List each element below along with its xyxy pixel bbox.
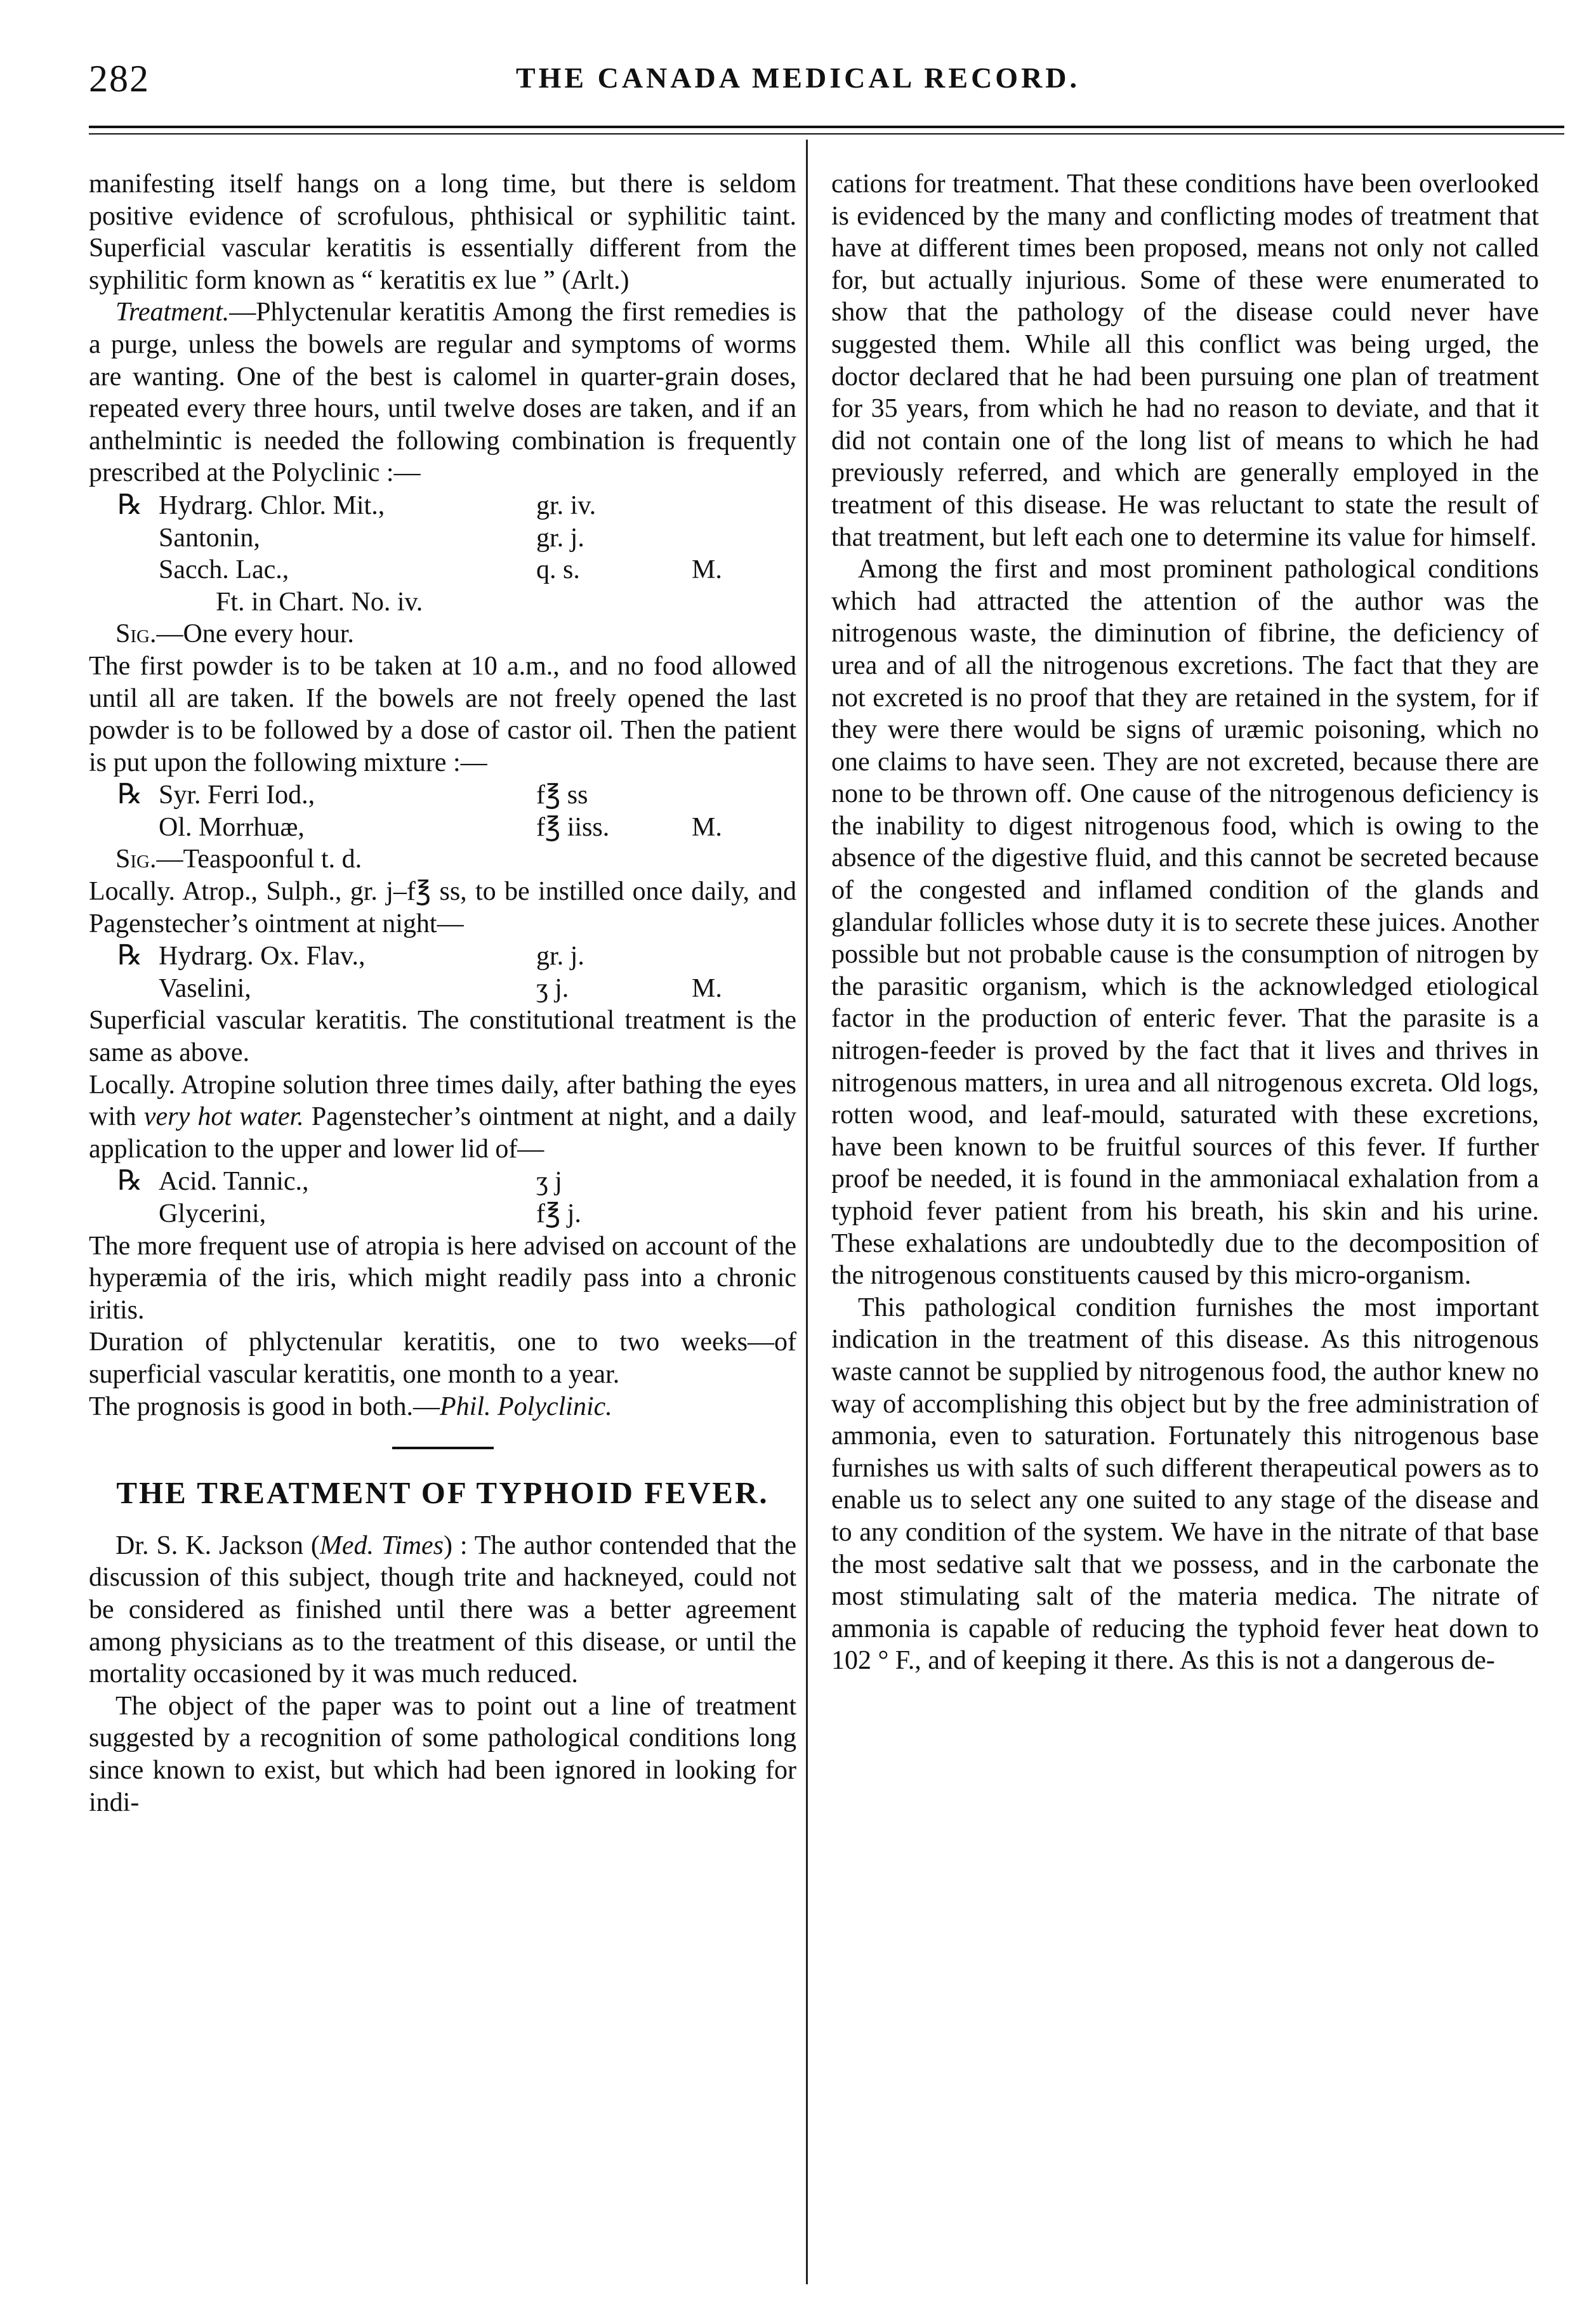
paragraph: manifesting itself hangs on a long time, but there is seldom positive evidence of scrofulous, phthisical or syphilitic taint. Superficial vascular keratitis is essentially different from the syphilitic form known as “ keratitis ex lue ” (Arlt.) <box>89 169 796 295</box>
rx-dose: f℥ iiss. <box>536 812 610 842</box>
paragraph: The more frequent use of atropia is here advised on account of the hyperæmia of the iris, which might readily pass into a chronic iritis. <box>89 1231 796 1325</box>
rx-dose: f℥ ss <box>536 780 588 810</box>
header-rule-bottom <box>89 133 1564 135</box>
rx-drug: Vaselini, <box>159 973 251 1003</box>
rx-drug: Hydrarg. Ox. Flav., <box>159 942 366 971</box>
paragraph: This pathological condition furnishes the most important indication in the treatment of this disease. As this nitrogenous waste cannot be supplied by nitrogenous food, the author knew no way of accomplishing this object but by the free administration of ammonia, even to saturation. Fortunately this nitrogenous base furnishes us with salts of such different therapeutical powers as to enable us to select any one suited to any stage of the disease and to any condition of the system. We have in the nitrate of that base the most sedative salt that we possess, and in the carbonate the most stimulating salt of the materia medica. The nitrate of ammonia is capable of reducing the typhoid fever heat down to 102 ° F., and of keeping it there. As this is not a dangerous de- <box>831 1293 1539 1676</box>
prescription-2 <box>89 779 796 876</box>
paragraph <box>89 296 796 489</box>
rx-misce: M. <box>692 555 722 585</box>
paragraph <box>89 1391 796 1423</box>
section-title: THE TREATMENT OF TYPHOID FEVER. <box>116 1475 769 1511</box>
rx-dose: gr. j. <box>536 523 584 553</box>
paragraph-text: —Phlyctenular keratitis Among the first remedies is a purge, unless the bowels are regular and symptoms of worms are wanting. One of the best is calomel in quarter-grain doses, repeated every three hours, until twelve doses are taken, and if an anthelmintic is needed the following combination is frequently prescribed at the Polyclinic :— <box>89 298 796 488</box>
sig-text: —Teaspoonful t. d. <box>156 845 362 874</box>
right-column <box>831 168 1539 1677</box>
paragraph: Locally. Atrop., Sulph., gr. j–f℥ ss, to be instilled once daily, and Pagenstecher’s ointment at night— <box>89 877 796 938</box>
rx-dose: gr. iv. <box>536 490 597 520</box>
rx-drug: Santonin, <box>159 523 260 553</box>
paragraph <box>89 1069 796 1166</box>
rx-symbol-icon: ℞ <box>117 1165 143 1197</box>
rx-dose: gr. j. <box>536 942 584 971</box>
rx-dose: q. s. <box>536 555 580 585</box>
sig-text: —One every hour. <box>156 619 354 649</box>
rx-drug: Glycerini, <box>159 1199 267 1228</box>
source-citation: Phil. Polyclinic. <box>440 1392 612 1421</box>
paragraph: Duration of phlyctenular keratitis, one to two weeks—of superficial vascular keratitis, one month to a year. <box>89 1327 796 1389</box>
rx-drug: Hydrarg. Chlor. Mit., <box>159 490 385 520</box>
rx-dose: ʒ j. <box>536 973 569 1003</box>
rx-symbol-icon: ℞ <box>117 940 143 971</box>
column-divider <box>806 140 808 2284</box>
rx-instruction: Ft. in Chart. No. iv. <box>216 587 423 617</box>
paragraph <box>89 1530 796 1690</box>
rx-misce: M. <box>692 812 722 842</box>
page-number: 282 <box>89 58 150 100</box>
prescription-4 <box>89 1165 796 1230</box>
paragraph: Among the first and most prominent pathological conditions which had attracted the attention of the author was the nitrogenous waste, the diminution of fibrine, the deficiency of urea and of all the nitrogenous excretions. The fact that they are not excreted is no proof that they are retained in the system, for if they were there would be signs of uræmic poisoning, which no one claims to have seen. They are not excreted, because there are none to be thrown off. One cause of the nitrogenous deficiency is the inability to digest nitrogenous food, which is owing to the absence of the digestive fluid, and this cannot be secreted because of the congested and inflamed condition of the glands and glandular follicles whose duty it is to secrete these juices. Another possible but not probable cause is the consumption of nitrogen by the parasitic organism, which is the acknowledged etiological factor in the production of enteric fever. That the parasite is a nitrogen-feeder is proved by the fact that it lives and thrives in nitrogenous matters, in urea and all nitrogenous excreta. Old logs, rotten wood, and leaf-mould, saturated with these excretions, have been known to be fruitful sources of this fever. If further proof be needed, it is found in the ammoniacal exhalation from a typhoid fever patient from his breath, his skin and his urine. These exhalations are undoubtedly due to the decomposition of the nitrogenous constituents caused by this micro-organism. <box>831 555 1539 1291</box>
source-citation: Med. Times <box>319 1530 444 1560</box>
sig-label: Sig. <box>115 845 157 874</box>
running-head: THE CANADA MEDICAL RECORD. <box>515 62 1081 94</box>
emphasis: very hot water. <box>143 1102 304 1132</box>
rx-dose: ʒ j <box>536 1167 562 1197</box>
left-column <box>89 168 796 1819</box>
paragraph-text: Dr. S. K. Jackson ( <box>115 1530 320 1560</box>
prescription-1 <box>89 489 796 650</box>
rx-drug: Acid. Tannic., <box>159 1167 309 1197</box>
paragraph-text: The prognosis is good in both.— <box>89 1392 440 1421</box>
paragraph: Superficial vascular keratitis. The constitutional treatment is the same as above. <box>89 1006 796 1068</box>
rx-drug: Ol. Morrhuæ, <box>159 812 305 842</box>
prescription-3 <box>89 940 796 1004</box>
paragraph-text: Pagenstecher’s ointment at night, and a daily application to the upper and lower lid of— <box>89 1102 797 1164</box>
paragraph-text: Locally. Atropine solution three times daily, after bathing the eyes with <box>89 1070 796 1132</box>
rx-dose: f℥ j. <box>536 1199 581 1228</box>
sig-label: Sig. <box>115 619 157 649</box>
section-divider <box>392 1447 494 1449</box>
paragraph: The first powder is to be taken at 10 a.m., and no food allowed until all are taken. If the bowels are not freely opened the last powder is to be followed by a dose of castor oil. Then the patient is put upon the following mixture :— <box>89 651 796 777</box>
rx-signa <box>89 843 796 876</box>
header-rule-top <box>89 126 1564 128</box>
paragraph: cations for treatment. That these conditions have been overlooked is evidenced by the many and conflicting modes of treatment that have at different times been proposed, means not only not called for, but actually injurious. Some of these were enumerated to show that the pathology of the disease could never have suggested them. While all this conflict was being urged, the doctor declared that he had been pursuing one plan of treatment for 35 years, from which he had no reason to deviate, and that it did not contain one of the long list of means to which he had previously referred, and which are generally employed in the treatment of this disease. He was reluctant to state the result of that treatment, but left each one to determine its value for himself. <box>831 169 1539 552</box>
rx-drug: Syr. Ferri Iod., <box>159 780 315 810</box>
rx-misce: M. <box>692 973 722 1003</box>
paragraph: The object of the paper was to point out a line of treatment suggested by a recognition of some pathological conditions long since known to exist, but which had been ignored in looking for indi- <box>89 1691 796 1817</box>
rx-symbol-icon: ℞ <box>117 489 143 520</box>
treatment-heading: Treatment. <box>115 298 230 327</box>
rx-drug: Sacch. Lac., <box>159 555 289 585</box>
rx-symbol-icon: ℞ <box>117 779 143 810</box>
paragraph-text: ) : The author contended that the discussion of this subject, though trite and hackneyed, could not be considered as finished until there was a better agreement among physicians as to the treatment of this disease, or until the mortality occasioned by it was much reduced. <box>89 1530 796 1689</box>
rx-signa <box>89 618 796 650</box>
